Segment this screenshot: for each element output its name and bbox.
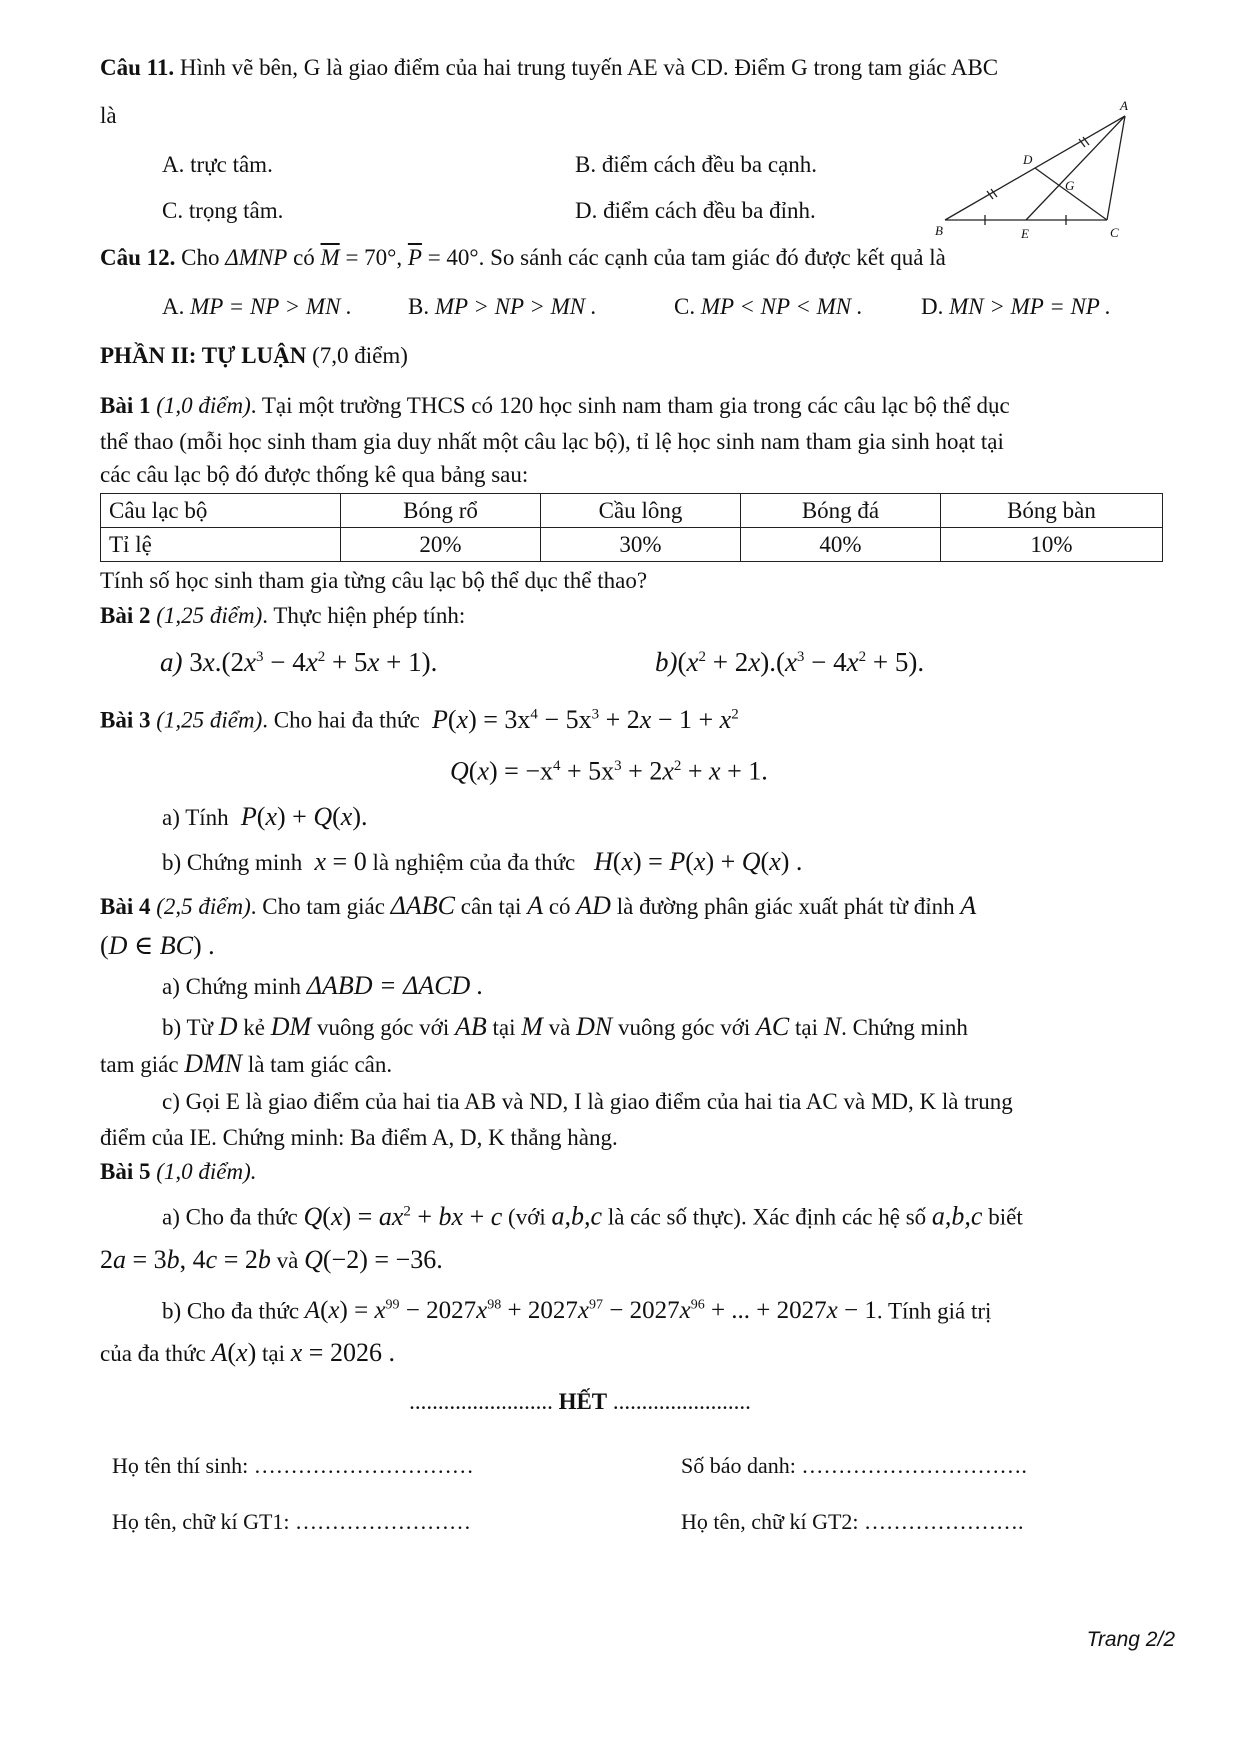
q12-option-c-text: MP < NP < MN . [700,294,863,319]
bai5-label: Bài 5 [100,1159,151,1185]
bai4-b1: b) Từ [162,1015,214,1041]
bai1-line2: thể thao (mỗi học sinh tham gia duy nhất một câu lạc bộ), tỉ lệ học sinh nam tham gia sinh hoạt tại [100,429,1004,454]
bai3-points: (1,25 điểm) [156,707,263,733]
bai5-a5: và [276,1247,299,1273]
q11-option-a: A. trực tâm. [162,152,273,177]
q12-option-b-text: MP > NP > MN . [434,294,597,319]
signature-row-2 [100,1499,1175,1545]
bai3-b-mid: là nghiệm của đa thức [372,850,576,876]
table-cell: Bóng đá [741,494,941,528]
bai3-a-text: a) Tính [162,805,229,831]
signature-row-1 [100,1443,1175,1489]
q12-option-a-label: A. [162,294,185,319]
bai1-line3: các câu lạc bộ đó được thống kê qua bảng sau: [100,462,529,487]
bai4-part-c-line2: điểm của IE. Chứng minh: Ba điểm A, D, K thẳng hàng. [100,1125,618,1151]
bai4-b4: tại [492,1015,516,1041]
part2-title: PHẦN II: TỰ LUẬN [100,343,307,368]
q12-option-c-label: C. [674,294,696,319]
bai2-text: . Thực hiện phép tính: [262,603,466,628]
bai4-b6: vuông góc với [618,1015,751,1041]
bai1-line1 [100,388,1175,424]
q12-triangle: ΔMNP [225,245,288,270]
q12-angle-m: $\overline{M}$ [320,245,340,270]
bai4-line2: (D ∈ BC) . [100,931,215,961]
bai4-b7: tại [795,1015,818,1041]
bai1-stats-table [100,493,1163,562]
bai4-b2: kẻ [243,1015,266,1041]
q12-label: Câu 12. [100,245,176,270]
bai5-part-b-line1: b) Cho đa thức $A(x) = x^{99} - 2027x^{98} + 2027x^{97} - 2027x^{96}$ + ... + 2027x − 1. Tính giá trị [162,1297,992,1325]
table-row [101,528,1163,562]
q12-option-b [408,284,674,330]
median-cd [1035,168,1107,220]
bai5-a1: a) Cho đa thức [162,1204,298,1230]
bai4-label: Bài 4 [100,894,151,920]
q12-option-d [921,284,1111,330]
table-cell: 10% [941,528,1163,562]
bai5-points: (1,0 điểm). [156,1159,257,1185]
bai2-b-label: b) [655,647,678,677]
q12-option-c [674,284,921,330]
end-dots-left: ......................... [409,1389,553,1415]
q11-option-c: C. trọng tâm. [162,198,284,223]
label-e: E [1021,226,1029,241]
triangle-figure [935,100,1135,250]
q12-option-d-label: D. [921,294,944,319]
bai4-b8: . Chứng minh [841,1015,968,1041]
q12-angle-m-value: = 70°, [345,245,403,270]
q12-option-a [162,284,408,330]
bai1-text1: . Tại một trường THCS có 120 học sinh nam tham gia trong các câu lạc bộ thể dục [250,393,1010,418]
label-a: A [1120,100,1128,113]
bai5-b1: b) Cho đa thức [162,1298,300,1324]
q12-option-d-text: MN > MP = NP . [949,294,1111,319]
table-cell: Bóng rổ [341,494,541,528]
q12-text-post: So sánh các cạnh của tam giác đó được kết quả là [490,245,946,270]
bai4-part-b-line2: tam giác DMN là tam giác cân. [100,1049,393,1079]
q12-text-co: có [293,245,315,270]
bai4-b5: và [548,1015,571,1041]
label-b: B [935,223,943,238]
table-header-row [101,494,1163,528]
table-cell: Cầu lông [541,494,741,528]
bai2-a-label: a) [160,647,183,677]
bai1-label: Bài 1 [100,393,151,418]
supervisor1-field: Họ tên, chữ kí GT1: …………………… [112,1509,472,1535]
bai3-label: Bài 3 [100,707,151,733]
bai5-b3: của đa thức [100,1341,206,1367]
part2-points: (7,0 điểm) [312,343,408,368]
bai2-expr-a: a) $3x.(2x^3 - 4x^2 + 5x + 1)$. [160,647,438,677]
table-cell: Câu lạc bộ [101,494,341,528]
bai1-question: Tính số học sinh tham gia từng câu lạc bộ thể dục thể thao? [100,568,648,593]
q11-label: Câu 11. [100,55,175,80]
bai4-t3: có [548,894,571,920]
q12-text-pre: Cho [181,245,220,270]
bai4-points: (2,5 điểm) [156,894,251,920]
bai2-expr-b: $b)(x^2 + 2x).(x^3 - 4x^2 + 5)$. [655,647,925,677]
end-text: HẾT [558,1389,608,1415]
bai4-t4: là đường phân giác xuất phát từ đỉnh [616,894,955,920]
bai4-t2: cân tại [460,894,522,920]
bai5-part-a-line1: a) Cho đa thức $Q(x) = ax^2$ + bx + c (với a,b,c là các số thực). Xác định các hệ số a,b,c biết [162,1201,1023,1231]
q12-option-b-label: B. [408,294,430,319]
table-cell: 30% [541,528,741,562]
table-cell: Bóng bàn [941,494,1163,528]
supervisor2-field: Họ tên, chữ kí GT2: …………………. [681,1509,1024,1535]
bai1-points: (1,0 điểm) [156,393,251,418]
bai5-line [100,1155,1175,1189]
q11-line2: là [100,103,117,128]
q12-angle-p-value: = 40°. [427,245,485,270]
bai4-b10: là tam giác cân. [247,1052,393,1078]
q12-option-a-text: MP = NP > MN . [190,294,352,319]
table-cell: 20% [341,528,541,562]
bai5-a4: biết [988,1204,1023,1230]
bai3-polynomial-p: $P(x) = 3x^4 - 5x^3 + 2x - 1 + x^2$ [431,704,739,734]
part2-heading [100,338,1175,374]
exam-page [100,50,1175,1545]
bai2-expressions [100,636,1175,683]
table-cell: 40% [741,528,941,562]
bai5-b4: tại [261,1341,285,1367]
bai4-a-text: a) Chứng minh [162,974,301,1000]
q11-option-d: D. điểm cách đều ba đỉnh. [575,198,816,223]
candidate-name-field: Họ tên thí sinh: ………………………… [112,1453,474,1479]
bai5-part-b-line2: của đa thức A(x) tại x = 2026 . [100,1338,395,1368]
page-number: Trang 2/2 [1086,1628,1175,1651]
bai5-part-a-line2: 2a = 3b, 4c = 2b và Q(−2) = −36. [100,1244,443,1274]
end-dots-right: ........................ [612,1389,751,1415]
q11-option-b: B. điểm cách đều ba cạnh. [575,152,818,177]
bai2-label: Bài 2 [100,603,151,628]
end-marker [100,1385,1175,1419]
bai3-part-a: a) Tính P(x) + Q(x). [162,802,368,832]
bai3-polynomial-q: $Q(x) = -x^4 + 5x^3 + 2x^2 + x + 1$. [450,756,768,786]
bai4-b3: vuông góc với [316,1015,450,1041]
bai4-line1: Bài 4 (2,5 điểm). Cho tam giác ΔABC cân tại A có AD là đường phân giác xuất phát từ đỉnh A [100,891,977,921]
label-c: C [1110,225,1119,240]
bai4-part-c-line1: c) Gọi E là giao điểm của hai tia AB và ND, I là giao điểm của hai tia AC và MD, K là trung [162,1089,1013,1115]
bai5-a3: là các số thực). Xác định các hệ số [607,1204,927,1230]
bai5-b2: . Tính giá trị [876,1298,992,1324]
bai3-text: . Cho hai đa thức [262,707,420,733]
bai4-t1: . Cho tam giác [250,894,385,920]
bai4-part-a: a) Chứng minh ΔABD = ΔACD . [162,971,484,1001]
candidate-id-field: Số báo danh: …………………………. [681,1453,1027,1479]
q12-angle-p: $\overline{P}$ [407,245,422,270]
bai3-part-b: b) Chứng minh x = 0 là nghiệm của đa thức H(x) = P(x) + Q(x) . [162,847,803,877]
label-g: G [1065,178,1075,193]
label-d: D [1023,152,1033,167]
bai2-line [100,596,1175,636]
q11-line1 [100,50,1175,86]
bai2-points: (1,25 điểm) [156,603,263,628]
q11-text1: Hình vẽ bên, G là giao điểm của hai trung tuyến AE và CD. Điểm G trong tam giác ABC [179,55,999,80]
table-cell: Tỉ lệ [101,528,341,562]
bai3-line1 [100,693,1175,742]
bai4-part-b-line1: b) Từ D kẻ DM vuông góc với AB tại M và DN vuông góc với AC tại N. Chứng minh [162,1012,968,1042]
bai5-a2: (với [508,1204,546,1230]
q12-options [100,284,1175,330]
bai4-b9: tam giác [100,1052,179,1078]
bai3-b-text: b) Chứng minh [162,850,303,876]
